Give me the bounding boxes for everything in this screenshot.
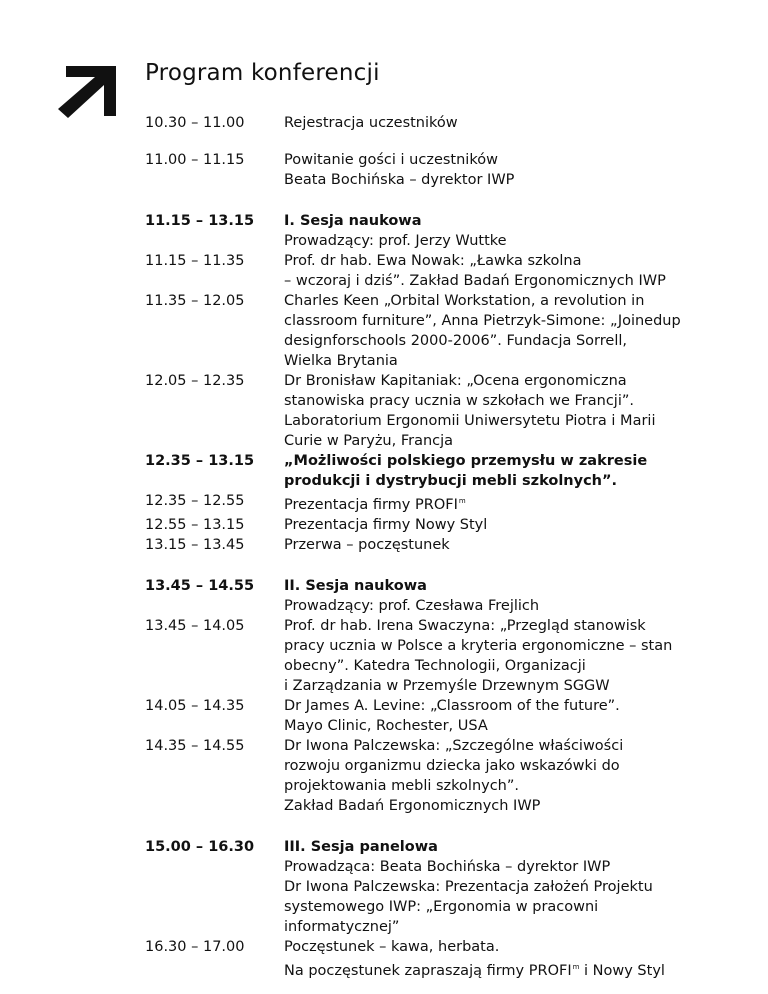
program-row (145, 696, 745, 736)
time-slot: 14.35 – 14.55 (145, 738, 245, 754)
time-slot (145, 596, 284, 616)
time-slot: 11.35 – 12.05 (145, 293, 245, 309)
trademark-mark: m (458, 497, 466, 505)
session-chair: Prowadzący: prof. Jerzy Wuttke (284, 233, 507, 249)
program-table (145, 113, 745, 981)
time-slot: 11.15 – 11.35 (145, 253, 245, 269)
program-row (145, 596, 745, 616)
session-title: II. Sesja naukowa (284, 578, 427, 594)
time-slot: 14.05 – 14.35 (145, 698, 245, 714)
time-slot: 10.30 – 11.00 (145, 115, 245, 131)
session-header (145, 211, 745, 231)
session-chair: Prowadzący: prof. Czesława Frejlich (284, 598, 540, 614)
program-row (145, 736, 745, 816)
event-description: Powitanie gości i uczestników Beata Bochińska – dyrektor IWP (284, 152, 515, 188)
program-row (145, 113, 745, 133)
program-row (145, 231, 745, 251)
time-slot: 11.15 – 13.15 (145, 213, 255, 229)
event-description: Prowadząca: Beata Bochińska – dyrektor IWP Dr Iwona Palczewska: Prezentacja założeń Projektu systemowego IWP: „Ergonomia w pracowni informatycznej” (284, 859, 653, 935)
program-row (145, 937, 745, 981)
event-description: Dr Bronisław Kapitaniak: „Ocena ergonomiczna stanowiska pracy ucznia w szkołach we Francji”. Laboratorium Ergonomii Uniwersytetu Piotra i Marii Curie w Paryżu, Francja (284, 373, 656, 449)
arrow-icon (58, 66, 116, 118)
session-header (145, 576, 745, 596)
event-description: Poczęstunek – kawa, herbata. Na poczęstunek zapraszają firmy PROFI$^m$ i Nowy Styl (284, 939, 665, 979)
event-description: Charles Keen „Orbital Workstation, a revolution in classroom furniture”, Anna Pietrzyk-Simone: „Joinedup designforschools 2000-2006”. Fundacja Sorrell, Wielka Brytania (284, 293, 681, 369)
time-slot: 11.00 – 11.15 (145, 152, 245, 168)
time-slot: 13.45 – 14.05 (145, 618, 245, 634)
event-description: Rejestracja uczestników (284, 115, 458, 131)
program-row (145, 515, 745, 535)
event-description: Prezentacja firmy PROFI$^m$ (284, 497, 466, 513)
program-row (145, 251, 745, 291)
time-slot: 12.55 – 13.15 (145, 517, 245, 533)
event-description: Prof. dr hab. Ewa Nowak: „Ławka szkolna – wczoraj i dziś”. Zakład Badań Ergonomicznych IWP (284, 253, 666, 289)
program-row (145, 491, 745, 515)
event-description: Przerwa – poczęstunek (284, 537, 450, 553)
program-row (145, 857, 745, 937)
event-description: Prezentacja firmy Nowy Styl (284, 517, 488, 533)
time-slot: 12.35 – 12.55 (145, 493, 245, 509)
session-title: „Możliwości polskiego przemysłu w zakresie produkcji i dystrybucji mebli szkolnych”. (284, 453, 648, 489)
time-slot (145, 857, 284, 937)
program-row (145, 371, 745, 451)
page-title: Program konferencji (145, 60, 380, 86)
event-description: Prof. dr hab. Irena Swaczyna: „Przegląd stanowisk pracy ucznia w Polsce a kryteria ergonomiczne – stan obecny”. Katedra Technologii, Organizacji i Zarządzania w Przemyśle Drzewnym SGGW (284, 618, 673, 694)
trademark-mark: m (572, 963, 580, 971)
time-slot: 13.15 – 13.45 (145, 537, 245, 553)
time-slot: 16.30 – 17.00 (145, 939, 245, 955)
event-description: Dr Iwona Palczewska: „Szczególne właściwości rozwoju organizmu dziecka jako wskazówki do projektowania mebli szkolnych”. Zakład Badań Ergonomicznych IWP (284, 738, 624, 814)
program-row (145, 616, 745, 696)
program-row (145, 150, 745, 190)
session-header (145, 451, 745, 491)
program-row (145, 535, 745, 555)
session-title: I. Sesja naukowa (284, 213, 422, 229)
time-slot (145, 231, 284, 251)
time-slot: 13.45 – 14.55 (145, 578, 255, 594)
session-title: III. Sesja panelowa (284, 839, 438, 855)
time-slot: 15.00 – 16.30 (145, 839, 255, 855)
time-slot: 12.05 – 12.35 (145, 373, 245, 389)
program-row (145, 291, 745, 371)
event-description: Dr James A. Levine: „Classroom of the future”. Mayo Clinic, Rochester, USA (284, 698, 620, 734)
time-slot: 12.35 – 13.15 (145, 453, 255, 469)
session-header (145, 837, 745, 857)
